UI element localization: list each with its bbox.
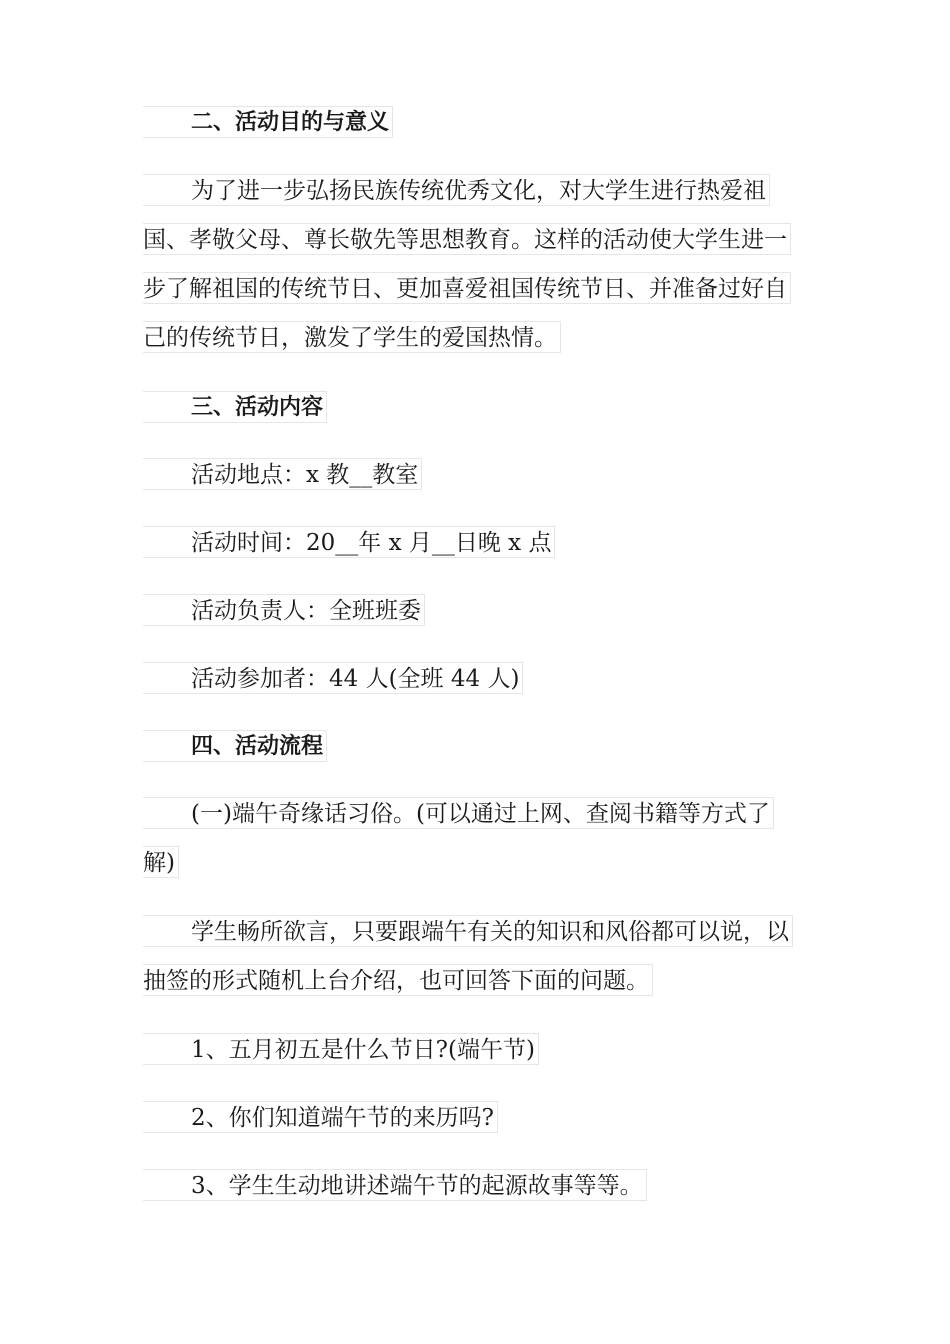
process-desc-line-1: 学生畅所欲言，只要跟端午有关的知识和风俗都可以说，以 — [143, 915, 793, 947]
process-desc-line-2: 抽签的形式随机上台介绍，也可回答下面的问题。 — [143, 964, 653, 996]
purpose-paragraph-line-3: 步了解祖国的传统节日、更加喜爱祖国传统节日、并准备过好自 — [143, 272, 791, 304]
heading-activity-content: 三、活动内容 — [143, 391, 327, 423]
question-2: 2、你们知道端午节的来历吗? — [143, 1101, 498, 1133]
activity-leader: 活动负责人：全班班委 — [143, 594, 425, 626]
question-1: 1、五月初五是什么节日?(端午节) — [143, 1033, 539, 1065]
activity-time: 活动时间：20__年 x 月__日晚 x 点 — [143, 526, 555, 558]
heading-activity-process: 四、活动流程 — [143, 730, 327, 762]
process-item-1-line-2: 解) — [143, 846, 179, 878]
purpose-paragraph-line-2: 国、孝敬父母、尊长敬先等思想教育。这样的活动使大学生进一 — [143, 223, 791, 255]
heading-activity-purpose: 二、活动目的与意义 — [143, 106, 393, 138]
activity-participants: 活动参加者：44 人(全班 44 人) — [143, 662, 523, 694]
activity-location: 活动地点：x 教__教室 — [143, 458, 422, 490]
purpose-paragraph-line-1: 为了进一步弘扬民族传统优秀文化，对大学生进行热爱祖 — [143, 174, 770, 206]
purpose-paragraph-line-4: 己的传统节日，激发了学生的爱国热情。 — [143, 321, 561, 353]
process-item-1-line-1: (一)端午奇缘话习俗。(可以通过上网、查阅书籍等方式了 — [143, 797, 774, 829]
question-3: 3、学生生动地讲述端午节的起源故事等等。 — [143, 1169, 647, 1201]
